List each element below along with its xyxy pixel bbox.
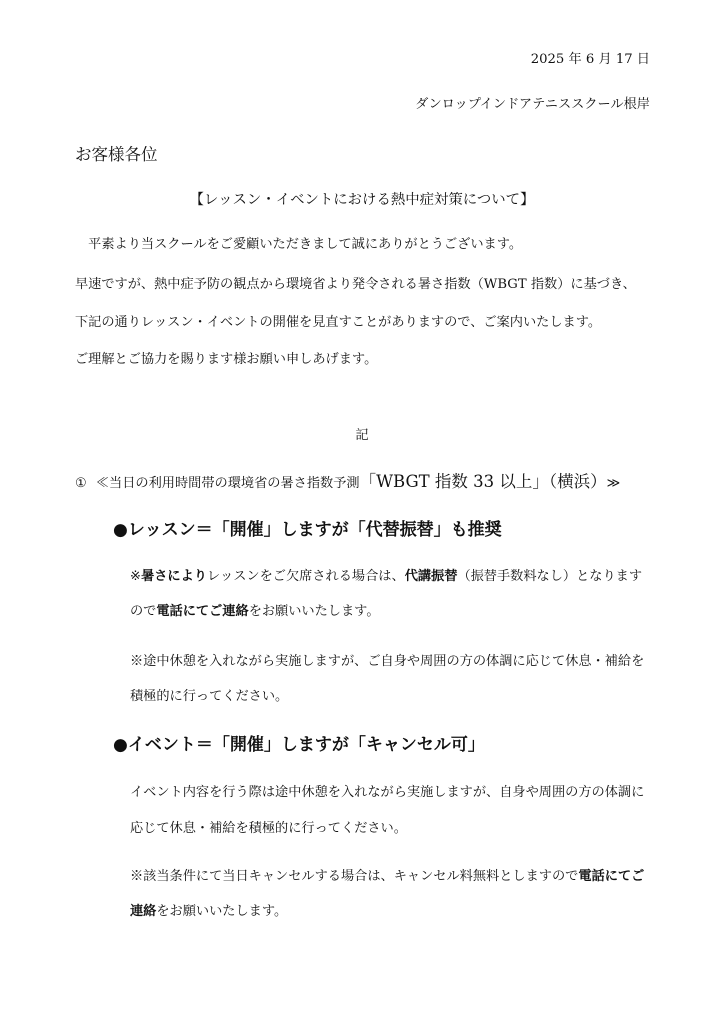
note-bold-text: 電話にてご [578, 869, 645, 884]
lesson-heading: ●レッスン＝「開催」しますが「代替振替」も推奨 [113, 520, 502, 540]
condition-suffix: ≫ [606, 476, 621, 491]
note-text: （振替手数料なし）となります [457, 569, 643, 584]
intro-line: ご理解とご協力を賜ります様お願い申しあげます。 [75, 352, 378, 367]
ki-heading: 記 [355, 428, 369, 443]
document-date: 2025 年 6 月 17 日 [530, 52, 650, 67]
lesson-note-2-line-1: ※途中休憩を入れながら実施しますが、ご自身や周囲の方の体調に応じて休息・補給を [130, 654, 645, 669]
event-body-line-1: イベント内容を行う際は途中休憩を入れながら実施しますが、自身や周囲の方の体調に [130, 785, 645, 800]
event-note-line-1 [130, 867, 644, 887]
note-text: ※該当条件にて当日キャンセルする場合は、キャンセル料無料としますので [130, 869, 579, 884]
intro-line: 早速ですが、熱中症予防の観点から環境省より発令される暑さ指数（WBGT 指数）に基づき、 [75, 277, 636, 292]
sender-name: ダンロップインドアテニススクール根岸 [415, 97, 650, 112]
condition-marker: ① [75, 476, 87, 491]
note-bold-text: 電話にてご連絡 [156, 604, 249, 619]
document-title: 【レッスン・イベントにおける熱中症対策について】 [189, 192, 535, 208]
salutation: お客様各位 [75, 145, 158, 164]
note-bold-text: 暑さにより [141, 569, 207, 584]
note-text: ※ [130, 569, 142, 584]
note-text: レッスンをご欠席される場合は、 [207, 569, 405, 584]
intro-line: 平素より当スクールをご愛顧いただきまして誠にありがとうございます。 [75, 237, 523, 252]
condition-line [75, 470, 620, 496]
condition-threshold: 「WBGT 指数 33 以上」（横浜） [359, 472, 607, 491]
note-bold-text: 代講振替 [404, 569, 458, 584]
event-heading: ●イベント＝「開催」しますが「キャンセル可」 [113, 735, 485, 755]
note-text: ので [130, 604, 157, 619]
event-note-line-2 [130, 902, 287, 922]
condition-prefix: ≪当日の利用時間帯の環境省の暑さ指数予測 [95, 476, 360, 491]
note-text: をお願いいたします。 [156, 904, 288, 919]
intro-line: 下記の通りレッスン・イベントの開催を見直すことがありますので、ご案内いたします。 [75, 315, 602, 330]
lesson-note-1-line-1 [130, 567, 642, 587]
note-text: をお願いいたします。 [248, 604, 380, 619]
note-bold-text: 連絡 [130, 904, 157, 919]
lesson-note-1-line-2 [130, 602, 380, 622]
event-body-line-2: 応じて休息・補給を積極的に行ってください。 [130, 821, 407, 836]
lesson-note-2-line-2: 積極的に行ってください。 [130, 689, 289, 704]
